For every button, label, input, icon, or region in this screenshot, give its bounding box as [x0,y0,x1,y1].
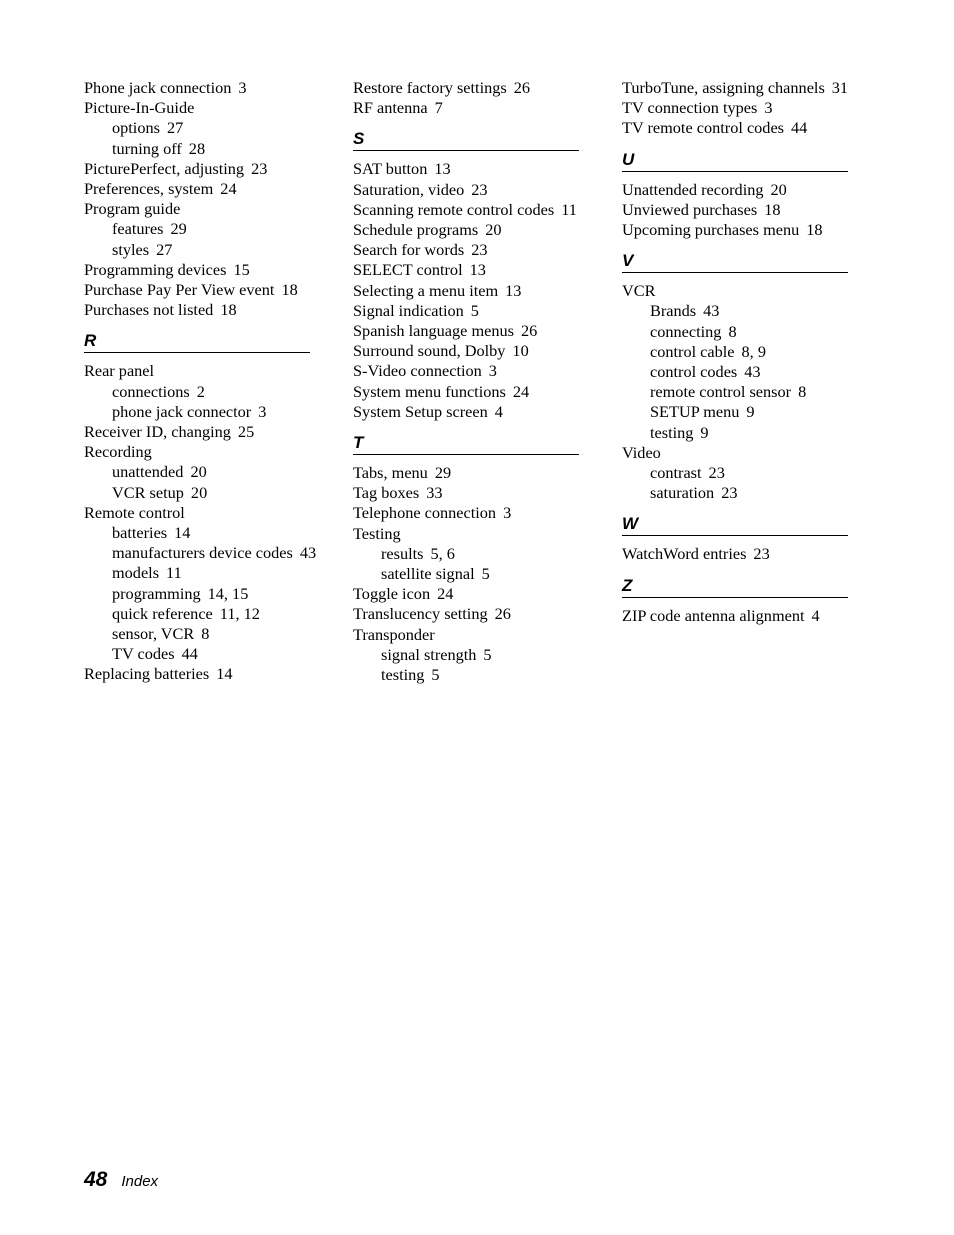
entry-term: features [112,219,164,239]
entry-term: Upcoming purchases menu [622,220,800,240]
entry-term: contrast [650,463,702,483]
index-entry [353,463,588,483]
entry-page-ref: 26 [513,78,531,97]
entry-page-ref: 8 [201,624,210,644]
entry-term: styles [112,239,150,259]
index-subentry [353,645,588,665]
entry-page-ref: 18 [764,199,781,219]
entry-page-ref: 43 [703,301,720,321]
entry-term: Program guide [84,199,181,219]
index-entry [622,606,872,626]
entry-term: Toggle icon [353,584,431,604]
entry-page-ref: 23 [471,179,488,199]
entry-page-ref: 29 [434,463,452,483]
entry-term: Video [622,442,661,462]
entry-term: System Setup screen [353,401,488,421]
index-subentry [622,423,872,443]
entry-page-ref: 3 [258,401,267,421]
section-heading-v: V [622,251,848,273]
entry-term: saturation [650,483,715,503]
entry-term: Scanning remote control codes [353,199,555,219]
entry-page-ref: 18 [220,300,237,320]
entry-page-ref: 11 [166,563,182,583]
entry-term: SELECT control [353,260,463,280]
index-entry [84,300,314,320]
footer-section-label: Index [121,1173,159,1190]
index-entry [84,159,314,179]
entry-page-ref: 18 [806,220,823,240]
entry-term: control cable [650,341,735,361]
index-entry [84,98,314,118]
index-entry [353,483,588,503]
entry-term: Restore factory settings [353,78,507,97]
entry-page-ref: 27 [156,239,173,259]
entry-page-ref: 15 [233,259,250,279]
section-heading-t: T [353,433,579,455]
index-subentry [84,563,314,583]
entry-term: connections [112,381,190,401]
entry-page-ref: 24 [437,584,454,604]
index-entry [84,199,314,219]
entry-page-ref: 20 [485,220,502,240]
index-entry [353,341,588,361]
entry-page-ref: 23 [753,544,770,564]
index-entry [353,281,588,301]
entry-term: Purchases not listed [84,300,214,320]
index-entry [84,280,314,300]
entry-term: Preferences, system [84,179,214,199]
entry-page-ref: 9 [700,422,709,442]
index-subentry [84,462,314,482]
entry-term: SETUP menu [650,402,740,422]
entry-term: Search for words [353,240,465,260]
entry-page-ref: 13 [505,280,522,300]
index-entry [353,78,588,98]
entry-term: SAT button [353,159,428,179]
entry-term: Tabs, menu [353,463,428,483]
index-entry [622,78,872,98]
entry-term: Recording [84,442,152,462]
entry-term: testing [381,665,425,685]
entry-term: VCR [622,281,656,301]
index-subentry [84,584,314,604]
entry-page-ref: 3 [488,361,497,381]
entry-page-ref: 10 [512,341,529,361]
entry-page-ref: 25 [237,422,255,442]
index-entry [84,179,314,199]
entry-page-ref: 23 [708,463,725,483]
entry-term: Phone jack connection [84,78,232,97]
index-entry [622,98,872,118]
index-entry [622,180,872,200]
entry-page-ref: 4 [811,605,820,625]
index-entry [622,281,872,301]
entry-page-ref: 20 [190,462,207,482]
entry-page-ref: 3 [764,98,773,118]
index-entry [84,422,314,442]
entry-page-ref: 31 [831,78,849,97]
index-subentry [353,544,588,564]
index-entry [84,442,314,462]
entry-page-ref: 20 [190,482,208,502]
index-entry [353,503,588,523]
entry-term: Tag boxes [353,483,420,503]
entry-term: Brands [650,301,697,321]
entry-term: manufacturers device codes [112,543,293,563]
entry-page-ref: 23 [471,240,488,260]
index-entry [622,118,872,138]
entry-page-ref: 8 [728,321,737,341]
entry-term: options [112,118,160,138]
index-subentry [622,362,872,382]
entry-page-ref: 5 [470,300,479,320]
entry-term: Testing [353,523,401,543]
index-subentry [84,219,314,239]
section-heading-z: Z [622,576,848,598]
entry-term: VCR setup [112,482,184,502]
entry-page-ref: 24 [220,179,237,199]
index-subentry [84,523,314,543]
entry-term: Transponder [353,624,435,644]
index-subentry [353,564,588,584]
index-entry [353,321,588,341]
index-entry [84,260,314,280]
index-entry [353,584,588,604]
entry-page-ref: 5, 6 [430,543,455,563]
entry-term: TV codes [112,644,175,664]
index-entry [622,544,872,564]
entry-page-ref: 5 [481,564,490,584]
index-subentry [622,382,872,402]
entry-page-ref: 23 [721,483,738,503]
entry-page-ref: 26 [494,604,511,624]
index-entry [84,78,314,98]
entry-term: quick reference [112,603,213,623]
entry-page-ref: 8, 9 [741,341,766,361]
index-entry [353,524,588,544]
section-heading-u: U [622,150,848,172]
entry-term: Remote control [84,502,185,522]
entry-term: results [381,543,424,563]
entry-page-ref: 4 [494,401,503,421]
index-entry [353,402,588,422]
entry-page-ref: 13 [434,159,451,179]
entry-page-ref: 7 [434,98,443,118]
entry-page-ref: 29 [170,219,187,239]
entry-term: Translucency setting [353,604,488,624]
entry-page-ref: 24 [512,381,530,401]
index-entry [84,664,314,684]
entry-page-ref: 3 [238,78,247,97]
index-entry [353,301,588,321]
page-footer [84,1168,158,1192]
entry-term: Selecting a menu item [353,280,499,300]
index-subentry [84,624,314,644]
entry-term: TV remote control codes [622,118,785,138]
entry-page-ref: 14 [174,523,191,543]
entry-page-ref: 5 [431,665,440,685]
entry-term: satellite signal [381,564,475,584]
index-entry [353,159,588,179]
index-subentry [84,139,314,159]
index-entry [622,443,872,463]
index-entry [353,382,588,402]
entry-page-ref: 5 [483,644,492,664]
index-entry [622,200,872,220]
index-entry [84,503,314,523]
entry-page-ref: 26 [520,321,538,341]
entry-term: turning off [112,138,182,158]
index-column-1 [84,78,317,685]
section-heading-s: S [353,129,579,151]
index-subentry [622,463,872,483]
entry-term: Rear panel [84,361,155,381]
index-entry [353,240,588,260]
entry-page-ref: 14 [216,664,233,684]
index-entry [353,625,588,645]
index-entry [353,260,588,280]
index-column-3 [622,78,872,626]
entry-term: ZIP code antenna alignment [622,605,805,625]
entry-term: Unattended recording [622,179,764,199]
entry-page-ref: 11 [561,199,577,219]
index-subentry [622,483,872,503]
index-entry [353,180,588,200]
entry-term: Picture-In-Guide [84,98,195,118]
entry-page-ref: 33 [426,483,443,503]
entry-page-ref: 9 [746,402,755,422]
entry-term: Schedule programs [353,220,479,240]
entry-term: WatchWord entries [622,544,747,564]
index-subentry [84,402,314,422]
index-entry [353,220,588,240]
index-subentry [84,240,314,260]
entry-term: connecting [650,321,722,341]
entry-term: signal strength [381,644,477,664]
page-number: 48 [84,1168,108,1191]
entry-page-ref: 23 [251,158,268,178]
entry-term: Saturation, video [353,179,465,199]
index-entry [622,220,872,240]
index-subentry [84,543,317,563]
entry-term: Surround sound, Dolby [353,341,506,361]
entry-page-ref: 43 [299,543,317,563]
entry-term: batteries [112,523,168,543]
entry-term: Programming devices [84,259,227,279]
index-subentry [622,322,872,342]
entry-term: Receiver ID, changing [84,422,231,442]
entry-page-ref: 3 [503,503,512,523]
index-subentry [622,402,872,422]
entry-term: phone jack connector [112,401,252,421]
index-column-2 [353,78,588,685]
entry-term: PicturePerfect, adjusting [84,158,245,178]
entry-term: System menu functions [353,381,506,401]
entry-page-ref: 8 [798,382,807,402]
entry-term: RF antenna [353,98,428,118]
entry-term: S-Video connection [353,361,482,381]
index-entry [353,604,588,624]
index-subentry [84,644,314,664]
section-heading-w: W [622,514,848,536]
entry-page-ref: 44 [181,644,198,664]
entry-page-ref: 20 [770,179,787,199]
entry-term: testing [650,422,694,442]
entry-page-ref: 18 [281,280,298,300]
entry-term: Purchase Pay Per View event [84,280,275,300]
entry-page-ref: 2 [196,381,205,401]
entry-term: Replacing batteries [84,664,210,684]
index-entry [84,361,314,381]
entry-page-ref: 28 [188,138,206,158]
entry-page-ref: 43 [744,362,761,382]
entry-page-ref: 11, 12 [219,603,260,623]
entry-term: Telephone connection [353,503,497,523]
entry-term: TV connection types [622,98,758,118]
index-subentry [84,382,314,402]
index-subentry [622,342,872,362]
section-heading-r: R [84,331,310,353]
index-entry [353,361,588,381]
entry-term: remote control sensor [650,382,792,402]
index-subentry [353,665,588,685]
entry-term: Spanish language menus [353,321,514,341]
entry-term: sensor, VCR [112,624,195,644]
entry-term: programming [112,583,201,603]
index-entry [353,98,588,118]
entry-page-ref: 27 [166,118,184,138]
entry-term: models [112,563,160,583]
entry-term: control codes [650,362,738,382]
index-subentry [84,483,314,503]
index-subentry [84,118,314,138]
entry-page-ref: 13 [469,260,486,280]
index-subentry [622,301,872,321]
entry-term: TurboTune, assigning channels [622,78,825,97]
index-subentry [84,604,314,624]
entry-term: Unviewed purchases [622,199,758,219]
entry-page-ref: 14, 15 [207,583,249,603]
entry-term: unattended [112,462,184,482]
index-entry [353,200,588,220]
entry-page-ref: 44 [791,118,808,138]
entry-term: Signal indication [353,300,464,320]
